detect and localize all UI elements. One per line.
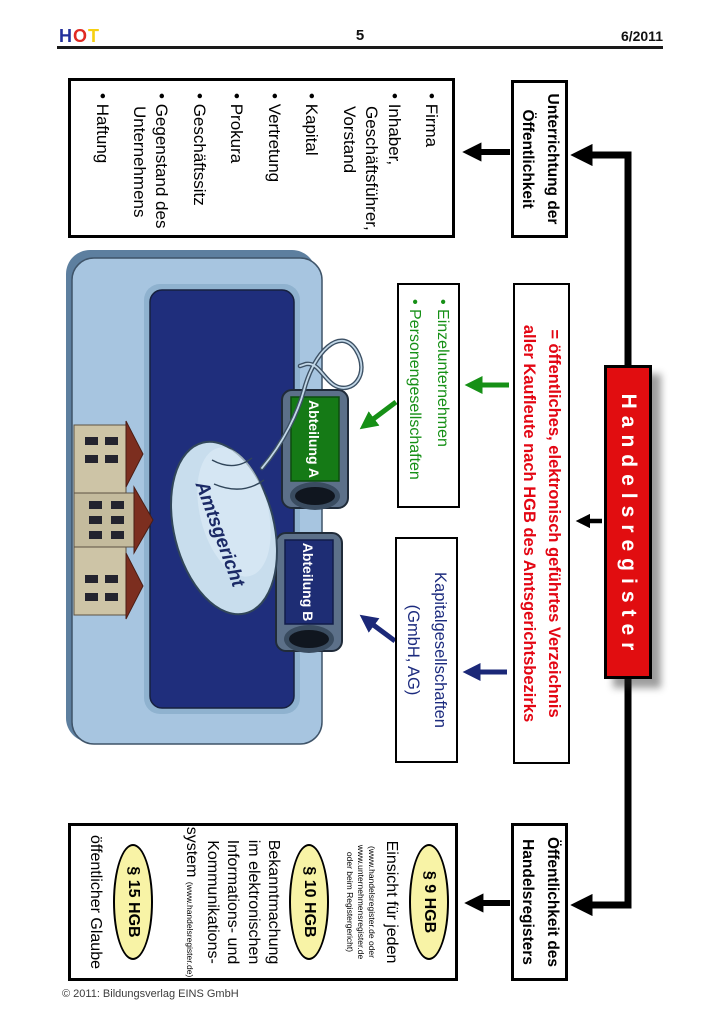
copyright-notice: © 2011: Bildungsverlag EINS GmbH — [62, 988, 239, 1000]
list-item: • Prokura — [225, 93, 247, 231]
text-part: system — [183, 826, 201, 878]
text-line: Kommunikations- — [203, 840, 221, 964]
type-a-bullet: • Einzelunternehmen — [429, 299, 456, 506]
list-item: • Gegenstand des Unternehmens — [128, 93, 173, 231]
text-line: im elektronischen — [244, 839, 262, 965]
paragraph-15-badge — [113, 844, 153, 960]
logo-letter-t: T — [88, 26, 101, 46]
note-inline: (www.handelsregister.de) — [185, 881, 196, 978]
list-item: • Geschäftssitz — [188, 93, 210, 231]
b-to-tab-arrow — [364, 618, 395, 641]
tab-a-label: Abteilung A — [306, 399, 322, 479]
right-heading-line1: Öffentlichkeit des — [543, 836, 561, 968]
diagram-title: Handelsregister — [617, 393, 640, 658]
left-branch-heading — [511, 80, 568, 238]
definition-box — [513, 283, 570, 764]
header-rule — [57, 46, 663, 49]
issue-date: 6/2011 — [620, 28, 663, 44]
text-line: Informations- und — [224, 839, 242, 965]
hgb-paragraphs-box — [68, 823, 458, 981]
logo-letter-o: O — [73, 26, 89, 46]
paragraph-9-badge — [409, 844, 449, 960]
title-box — [604, 365, 652, 679]
left-heading-line1: Unterrichtung der — [543, 93, 561, 225]
right-branch-heading — [511, 823, 568, 981]
left-heading-line2: Öffentlichkeit — [519, 109, 537, 209]
badge-text: § 10 HGB — [301, 866, 318, 938]
note-line: oder beim Registergericht) — [344, 851, 355, 953]
definition-line2: aller Kaufleute nach HGB des Amtsgerichtsbezirks — [520, 324, 539, 723]
badge-text: § 9 HGB — [421, 870, 438, 934]
type-a-box — [397, 283, 460, 508]
paragraph-9-note — [344, 826, 377, 978]
register-content-list — [68, 78, 455, 238]
list-item: • Kapital — [300, 93, 322, 231]
right-heading-line2: Handelsregisters — [519, 839, 537, 965]
note-line: (www.handelsregister.de oder — [367, 846, 377, 958]
text-line — [181, 826, 201, 978]
list-item: • Haftung — [90, 93, 112, 231]
note-line: www.unternehmensregister.de — [355, 844, 366, 960]
badge-text: § 15 HGB — [125, 866, 142, 938]
paragraph-10-badge — [289, 844, 329, 960]
definition-line1: = öffentliches, elektronisch geführtes Verzeichnis — [545, 329, 564, 718]
type-a-bullet: • Personengesellschaften — [401, 299, 428, 506]
list-item: • Inhaber, Geschäftsführer, Vorstand — [337, 93, 404, 231]
paragraph-15-text: öffentlicher Glaube — [87, 834, 104, 969]
a-to-tab-arrow — [364, 402, 396, 426]
type-b-line2: (GmbH, AG) — [404, 604, 423, 696]
tab-b-label: Abteilung B — [300, 542, 316, 622]
mouse-label: Amtsgericht — [190, 478, 249, 590]
diagram-stage — [18, 60, 698, 1000]
logo-letter-h: H — [59, 26, 73, 46]
list-item: • Vertretung — [262, 93, 284, 231]
paragraph-9-text: Einsicht für jeden — [383, 840, 400, 964]
text-line: Bekanntmachung — [265, 839, 282, 965]
type-b-line1: Kapitalgesellschaften — [430, 572, 449, 728]
list-item: • Firma — [420, 93, 442, 231]
page-number: 5 — [355, 27, 365, 44]
type-b-box — [395, 537, 458, 763]
paragraph-10-text — [181, 826, 283, 978]
